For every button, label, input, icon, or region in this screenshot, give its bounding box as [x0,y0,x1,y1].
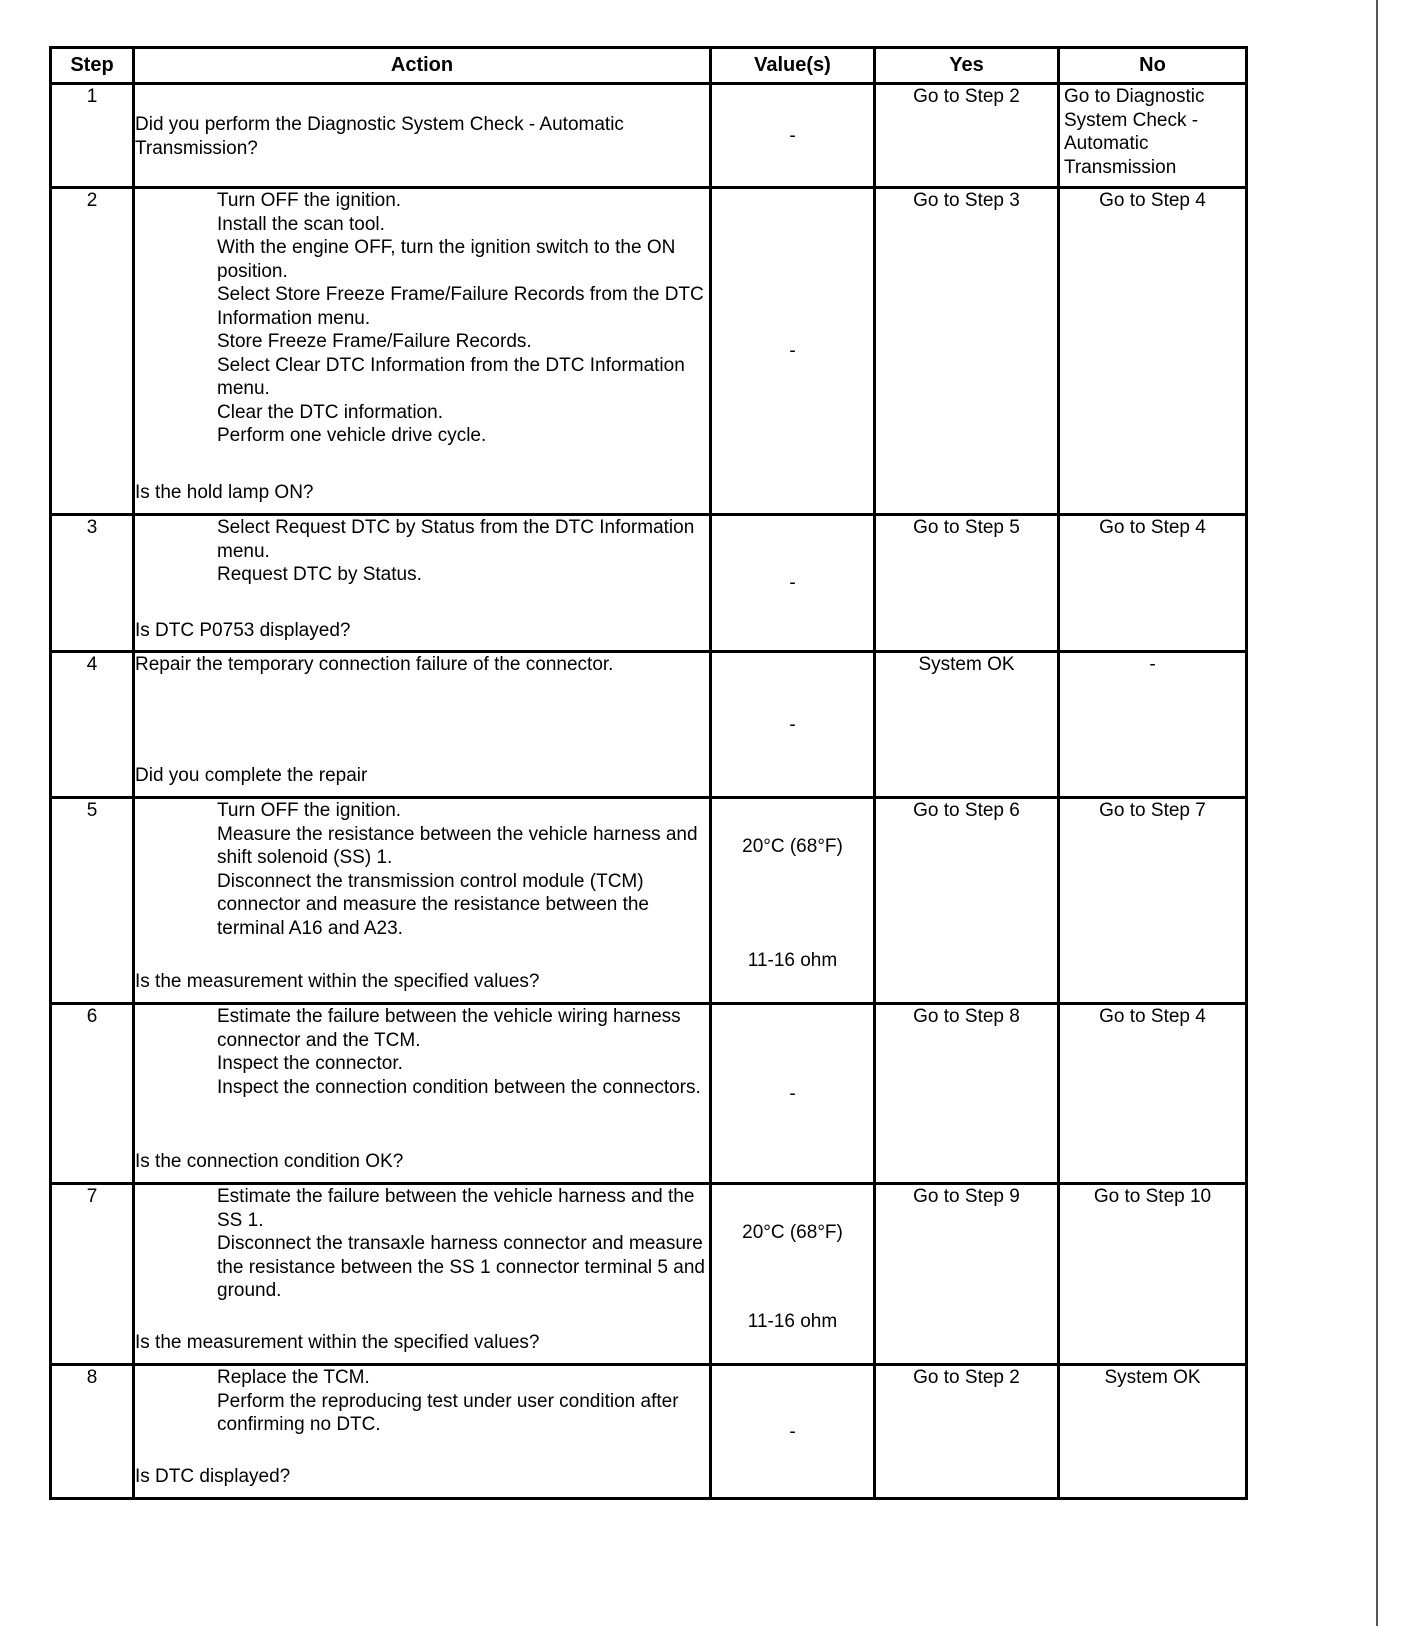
action-step: Estimate the failure between the vehicle wiring harness connector and the TCM. [217,1006,681,1051]
table-row [51,652,1247,798]
action-step: Perform one vehicle drive cycle. [217,425,487,446]
header-yes: Yes [875,48,1059,84]
values-cell [711,515,875,652]
step-number: 3 [51,515,134,652]
no-cell: Go to Step 4 [1059,1004,1247,1184]
question: Did you perform the Diagnostic System Check - Automatic Transmission? [135,114,624,159]
action-step: Inspect the connector. [217,1053,403,1074]
step-number: 1 [51,84,134,188]
values-cell [711,1365,875,1499]
yes-cell: Go to Step 8 [875,1004,1059,1184]
action-cell [134,1004,711,1184]
action-step: Turn OFF the ignition. [217,190,402,211]
action-step: Disconnect the transmission control module (TCM) connector and measure the resistance between the terminal A16 and A23. [217,870,649,939]
values-cell [711,652,875,798]
value-temperature: 20°C (68°F) [742,1222,843,1243]
action-step: Disconnect the transaxle harness connector and measure the resistance between the SS 1 connector terminal 5 and ground. [217,1233,705,1301]
step-number: 4 [51,652,134,798]
action-cell [134,1184,711,1365]
header-no: No [1059,48,1247,84]
action-cell [134,84,711,188]
action-step: Select Request DTC by Status from the DTC Information menu. [217,517,695,562]
value-resistance: 11-16 ohm [747,1310,838,1332]
action-step: Measure the resistance between the vehicle harness and shift solenoid (SS) 1. [217,823,698,868]
action-step: Select Store Freeze Frame/Failure Records from the DTC Information menu. [217,284,704,329]
table-row [51,84,1247,188]
action-step: Inspect the connection condition between the connectors. [217,1076,701,1098]
action-cell [134,798,711,1004]
question: Is the hold lamp ON? [135,481,314,503]
question: Is the connection condition OK? [135,1150,404,1172]
table-row [51,798,1247,1004]
yes-cell: Go to Step 2 [875,84,1059,188]
value-temperature: 20°C (68°F) [742,836,843,857]
action-cell [134,515,711,652]
value-dash: - [789,124,796,146]
values-cell [711,798,875,1004]
header-action: Action [134,48,711,84]
table-row [51,515,1247,652]
value-resistance: 11-16 ohm [747,949,838,971]
action-step: Select Clear DTC Information from the DTC Information menu. [217,354,685,399]
action-cell [134,188,711,515]
step-number: 8 [51,1365,134,1499]
yes-cell: Go to Step 2 [875,1365,1059,1499]
action-cell [134,1365,711,1499]
value-dash: - [789,1420,796,1442]
diagnostic-table [49,46,1248,1500]
step-number: 5 [51,798,134,1004]
yes-cell: Go to Step 5 [875,515,1059,652]
value-dash: - [789,572,796,594]
action-step: Request DTC by Status. [217,564,422,585]
action-lead: Repair the temporary connection failure of the connector. [135,654,614,675]
question: Is the measurement within the specified values? [135,970,540,992]
yes-cell: System OK [875,652,1059,798]
action-cell [134,652,711,798]
question: Is DTC P0753 displayed? [135,619,351,641]
values-cell [711,188,875,515]
no-cell: - [1059,652,1247,798]
action-step: With the engine OFF, turn the ignition switch to the ON position. [217,237,676,282]
no-cell: Go to Step 4 [1059,515,1247,652]
action-step: Estimate the failure between the vehicle harness and the SS 1. [217,1186,695,1231]
action-step: Turn OFF the ignition. [217,800,402,821]
yes-cell: Go to Step 9 [875,1184,1059,1365]
action-step: Replace the TCM. [217,1367,370,1388]
values-cell [711,1004,875,1184]
yes-cell: Go to Step 6 [875,798,1059,1004]
yes-cell: Go to Step 3 [875,188,1059,515]
step-number: 7 [51,1184,134,1365]
step-number: 6 [51,1004,134,1184]
header-row [51,48,1247,84]
page-edge-line [1376,0,1378,1626]
value-dash: - [789,713,796,735]
action-step: Clear the DTC information. [217,401,443,423]
question: Is the measurement within the specified values? [135,1331,540,1353]
header-values: Value(s) [711,48,875,84]
question: Did you complete the repair [135,764,368,786]
no-cell: Go to Diagnostic System Check - Automatic Transmission [1059,84,1247,188]
step-number: 2 [51,188,134,515]
header-step: Step [51,48,134,84]
table-row [51,1184,1247,1365]
action-step: Install the scan tool. [217,213,385,235]
table-row [51,1004,1247,1184]
no-cell: Go to Step 7 [1059,798,1247,1004]
value-dash: - [789,1082,796,1104]
no-cell: Go to Step 10 [1059,1184,1247,1365]
action-step: Store Freeze Frame/Failure Records. [217,331,532,352]
value-dash: - [789,340,796,362]
no-cell: System OK [1059,1365,1247,1499]
table-row [51,188,1247,515]
values-cell [711,84,875,188]
table-row [51,1365,1247,1499]
action-step: Perform the reproducing test under user condition after confirming no DTC. [217,1390,679,1435]
no-cell: Go to Step 4 [1059,188,1247,515]
question: Is DTC displayed? [135,1465,291,1487]
values-cell [711,1184,875,1365]
